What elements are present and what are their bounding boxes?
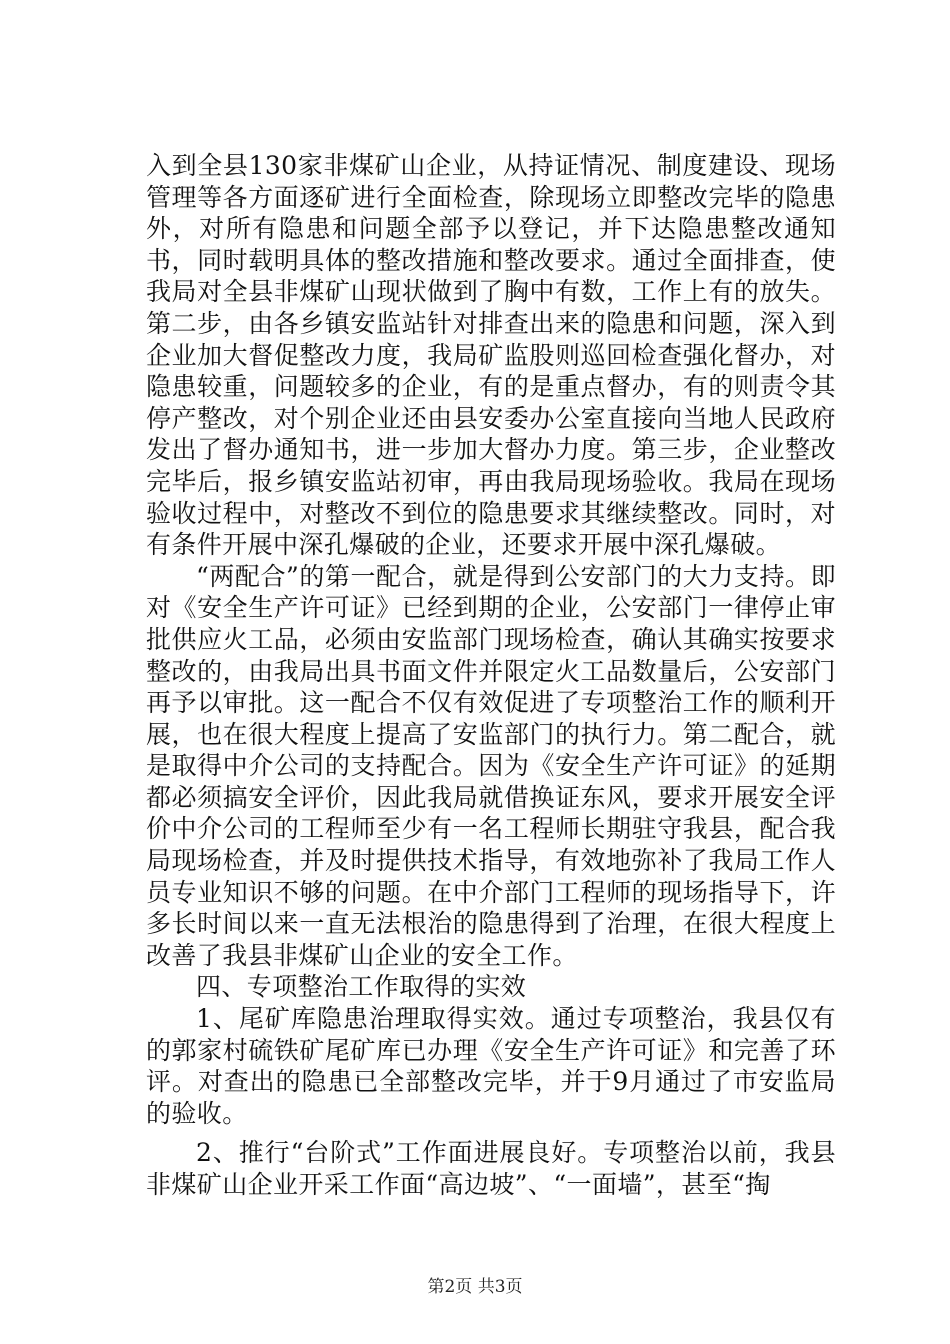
paragraph-item-2: 2、推行“台阶式”工作面进展良好。专项整治以前，我县非煤矿山企业开采工作面“高边坡”、“一面墙”，甚至“掏 (146, 1138, 836, 1199)
page-number-footer: 第2页 共3页 (427, 1277, 523, 1297)
paragraph-item-1: 1、尾矿库隐患治理取得实效。通过专项整治，我县仅有的郭家村硫铁矿尾矿库已办理《安全生产许可证》和完善了环评。对查出的隐患已全部整改完毕，并于9月通过了市安监局的验收。 (146, 1004, 836, 1128)
paragraph-two-cooperations: “两配合”的第一配合，就是得到公安部门的大力支持。即对《安全生产许可证》已经到期的企业，公安部门一律停止审批供应火工品，必须由安监部门现场检查，确认其确实按要求整改的，由我局出具书面文件并限定火工品数量后，公安部门再予以审批。这一配合不仅有效促进了专项整治工作的顺利开展，也在很大程度上提高了安监部门的执行力。第二配合，就是取得中介公司的支持配合。因为《安全生产许可证》的延期都必须搞安全评价，因此我局就借换证东风，要求开展安全评价中介公司的工程师至少有一名工程师长期驻守我县，配合我局现场检查，并及时提供技术指导，有效地弥补了我局工作人员专业知识不够的问题。在中介部门工程师的现场指导下，许多长时间以来一直无法根治的隐患得到了治理，在很大程度上改善了我县非煤矿山企业的安全工作。 (146, 561, 836, 970)
paragraph-continuation: 入到全县130家非煤矿山企业，从持证情况、制度建设、现场管理等各方面逐矿进行全面检查，除现场立即整改完毕的隐患外，对所有隐患和问题全部予以登记，并下达隐患整改通知书，同时载明具体的整改措施和整改要求。通过全面排查，使我局对全县非煤矿山现状做到了胸中有数，工作上有的放失。第二步，由各乡镇安监站针对排查出来的隐患和问题，深入到企业加大督促整改力度，我局矿监股则巡回检查强化督办，对隐患较重，问题较多的企业，有的是重点督办，有的则责令其停产整改，对个别企业还由县安委办公室直接向当地人民政府发出了督办通知书，进一步加大督办力度。第三步，企业整改完毕后，报乡镇安监站初审，再由我局现场验收。我局在现场验收过程中，对整改不到位的隐患要求其继续整改。同时，对有条件开展中深孔爆破的企业，还要求开展中深孔爆破。 (146, 151, 836, 560)
document-body (146, 150, 836, 1201)
section-heading: 四、专项整治工作取得的实效 (196, 972, 527, 1002)
